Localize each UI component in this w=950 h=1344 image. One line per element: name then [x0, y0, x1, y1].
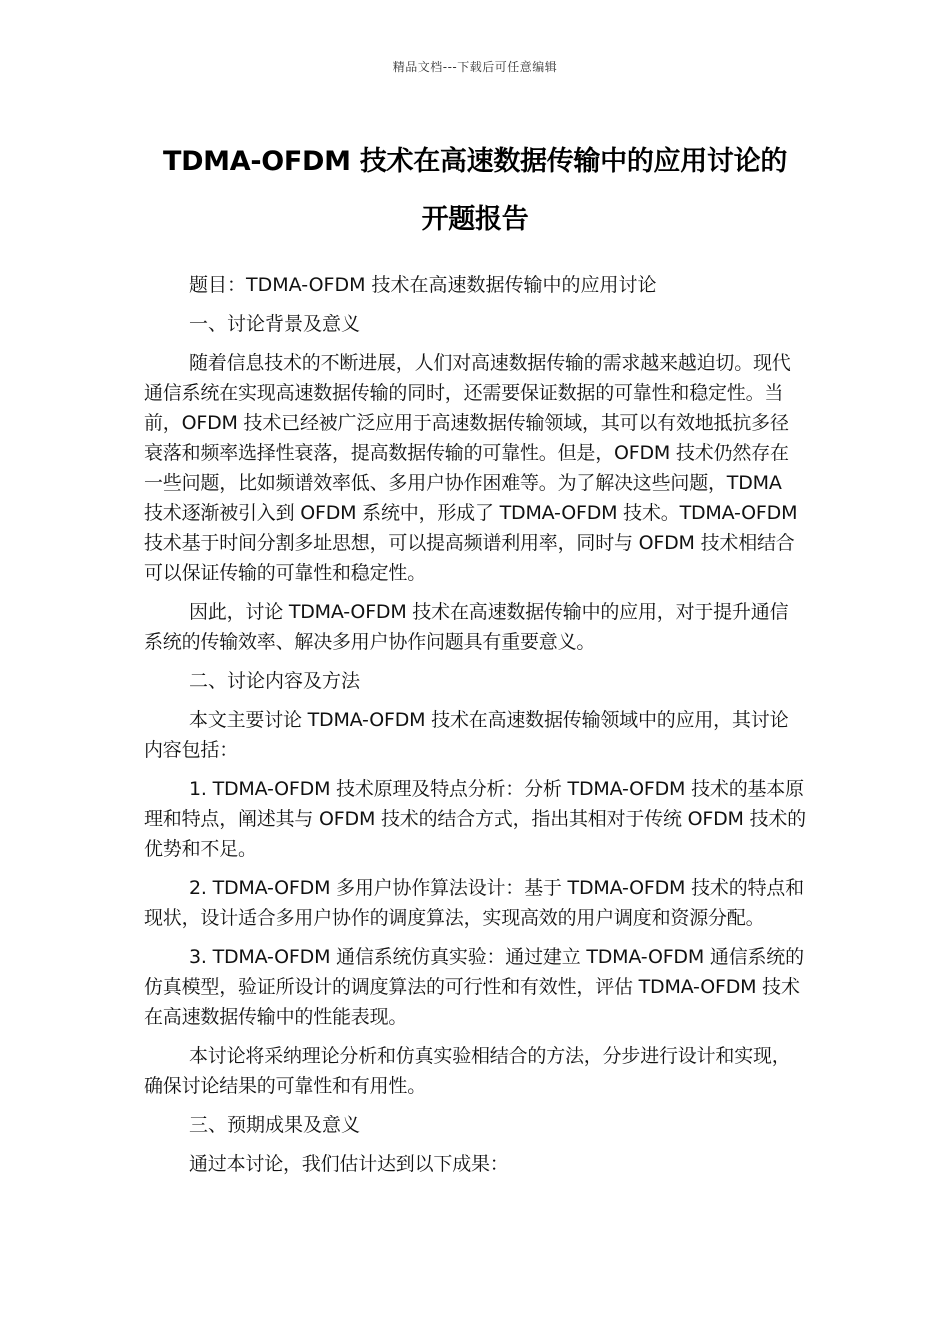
page-header-note: 精品文档---下载后可任意编辑: [392, 60, 558, 74]
paragraph-content-intro: 本文主要讨论 TDMA-OFDM 技术在高速数据传输领域中的应用，其讨论内容包括：: [144, 709, 789, 761]
title-line-1: TDMA-OFDM 技术在高速数据传输中的应用讨论的: [162, 146, 788, 177]
section-heading-background: 一、讨论背景及意义: [189, 313, 361, 335]
section-heading-content-methods: 二、讨论内容及方法: [189, 670, 361, 692]
paragraph-methods: 本讨论将采纳理论分析和仿真实验相结合的方法，分步进行设计和实现，确保讨论结果的可靠性和有用性。: [144, 1045, 791, 1097]
title-line-2: 开题报告: [421, 204, 529, 235]
list-item-simulation: 3. TDMA-OFDM 通信系统仿真实验：通过建立 TDMA-OFDM 通信系统的仿真模型，验证所设计的调度算法的可行性和有效性，评估 TDMA-OFDM 技术在高速数据传输中的性能表现。: [144, 946, 804, 1028]
paragraph-significance: 因此，讨论 TDMA-OFDM 技术在高速数据传输中的应用，对于提升通信系统的传输效率、解决多用户协作问题具有重要意义。: [144, 601, 789, 653]
document-title: [140, 133, 810, 249]
list-item-algorithm: 2. TDMA-OFDM 多用户协作算法设计：基于 TDMA-OFDM 技术的特点和现状，设计适合多用户协作的调度算法，实现高效的用户调度和资源分配。: [144, 877, 804, 929]
paragraph-background: 随着信息技术的不断进展，人们对高速数据传输的需求越来越迫切。现代通信系统在实现高速数据传输的同时，还需要保证数据的可靠性和稳定性。当前，OFDM 技术已经被广泛应用于高速数据传输领域，其可以有效地抵抗多径衰落和频率选择性衰落，提高数据传输的可靠性。但是，OFDM 技术仍然存在一些问题，比如频谱效率低、多用户协作困难等。为了解决这些问题，TDMA 技术逐渐被引入到 OFDM 系统中，形成了 TDMA-OFDM 技术。TDMA-OFDM 技术基于时间分割多址思想，可以提高频谱利用率，同时与 OFDM 技术相结合可以保证传输的可靠性和稳定性。: [144, 352, 798, 584]
list-item-principles: 1. TDMA-OFDM 技术原理及特点分析：分析 TDMA-OFDM 技术的基本原理和特点，阐述其与 OFDM 技术的结合方式，指出其相对于传统 OFDM 技术的优势和不足。: [144, 778, 806, 860]
topic-line: 题目：TDMA-OFDM 技术在高速数据传输中的应用讨论: [189, 274, 657, 296]
section-heading-expected-results: 三、预期成果及意义: [189, 1114, 361, 1136]
document-body: [144, 270, 806, 1188]
paragraph-expected-results: 通过本讨论，我们估计达到以下成果：: [189, 1153, 509, 1175]
